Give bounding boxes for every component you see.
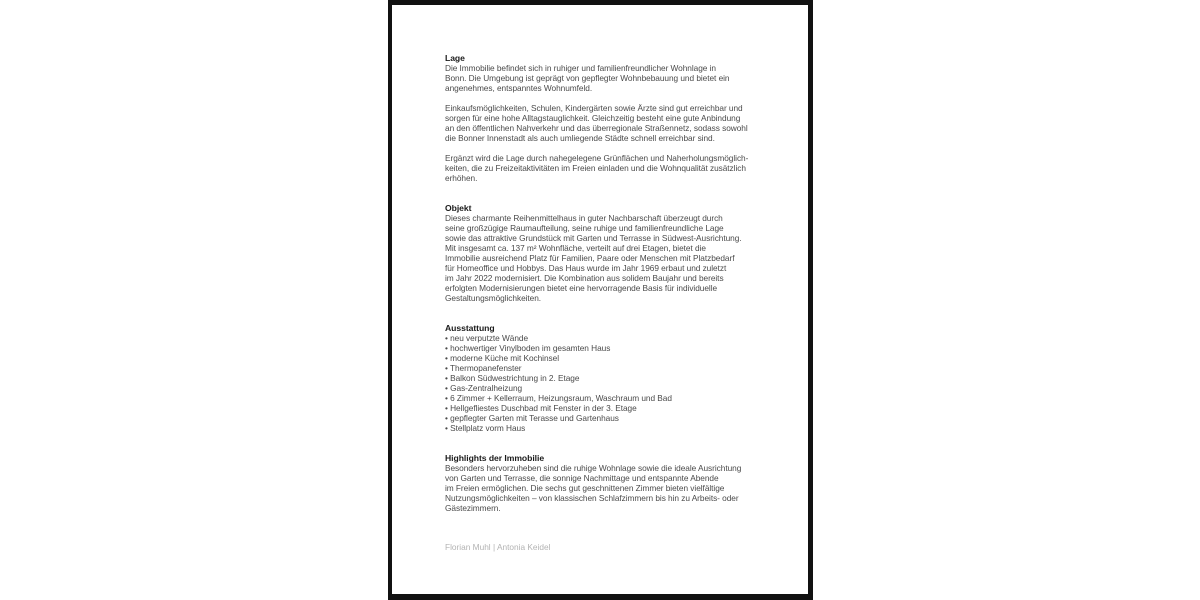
ausstattung-list [445,333,763,433]
list-item: • Hellgefliestes Duschbad mit Fenster in der 3. Etage [445,403,637,413]
list-item: • gepflegter Garten mit Terasse und Gartenhaus [445,413,619,423]
list-item: • moderne Küche mit Kochinsel [445,353,559,363]
spacer [445,143,763,153]
list-item: • 6 Zimmer + Kellerraum, Heizungsraum, Waschraum und Bad [445,393,672,403]
highlights-paragraph: Besonders hervorzuheben sind die ruhige Wohnlage sowie die ideale Ausrichtung von Garten und Terrasse, die sonnige Nachmittage und entspannte Abende im Freien ermöglichen. Die sechs gut geschnittenen Zimmer bieten vielfältige Nutzungsmöglichkeiten – von klassischen Schlafzimmern bis hin zu Arbeits- oder Gästezimmern. [445,463,742,513]
spacer [445,183,763,203]
lage-paragraph-2: Einkaufsmöglichkeiten, Schulen, Kindergärten sowie Ärzte sind gut erreichbar und sorgen für eine hohe Alltagstauglichkeit. Gleichzeitig besteht eine gute Anbindung an den öffentlichen Nahverkehr und das überregionale Straßennetz, sodass sowohl die Bonner Innenstadt als auch umliegende Städte schnell erreichbar sind. [445,103,748,143]
section-heading-highlights: Highlights der Immobilie [445,453,545,463]
section-heading-lage: Lage [445,53,465,63]
document-page [392,5,808,594]
list-item: • hochwertiger Vinylboden im gesamten Haus [445,343,611,353]
list-item: • Gas-Zentralheizung [445,383,523,393]
objekt-paragraph: Dieses charmante Reihenmittelhaus in guter Nachbarschaft überzeugt durch seine großzügige Raumaufteilung, seine ruhige und familienfreundliche Lage sowie das attraktive Grundstück mit Garten und Terrasse in Südwest-Ausrichtung. Mit insgesamt ca. 137 m² Wohnfläche, verteilt auf drei Etagen, bietet die Immobilie ausreichend Platz für Familien, Paare oder Menschen mit Platzbedarf für Homeoffice und Hobbys. Das Haus wurde im Jahr 1969 erbaut und zuletzt im Jahr 2022 modernisiert. Die Kombination aus solidem Baujahr und bereits erfolgten Modernisierungen bietet eine hervorragende Basis für individuelle Gestaltungsmöglichkeiten. [445,213,742,303]
document-footer: Florian Muhl | Antonia Keidel [445,542,551,552]
section-heading-ausstattung: Ausstattung [445,323,495,333]
section-heading-objekt: Objekt [445,203,472,213]
lage-paragraph-1: Die Immobilie befindet sich in ruhiger und familienfreundlicher Wohnlage in Bonn. Die Umgebung ist geprägt von gepflegter Wohnbebauung und bietet ein angenehmes, entspanntes Wohnumfeld. [445,63,730,93]
spacer [445,93,763,103]
list-item: • neu verputzte Wände [445,333,529,343]
list-item: • Stellplatz vorm Haus [445,423,526,433]
spacer [445,433,763,453]
document-frame [388,0,813,600]
spacer [445,303,763,323]
document-body [445,53,763,513]
list-item: • Thermopanefenster [445,363,522,373]
list-item: • Balkon Südwestrichtung in 2. Etage [445,373,580,383]
lage-paragraph-3: Ergänzt wird die Lage durch nahegelegene Grünflächen und Naherholungsmöglich- keiten, die zu Freizeitaktivitäten im Freien einladen und die Wohnqualität zusätzlich erhöhen. [445,153,749,183]
